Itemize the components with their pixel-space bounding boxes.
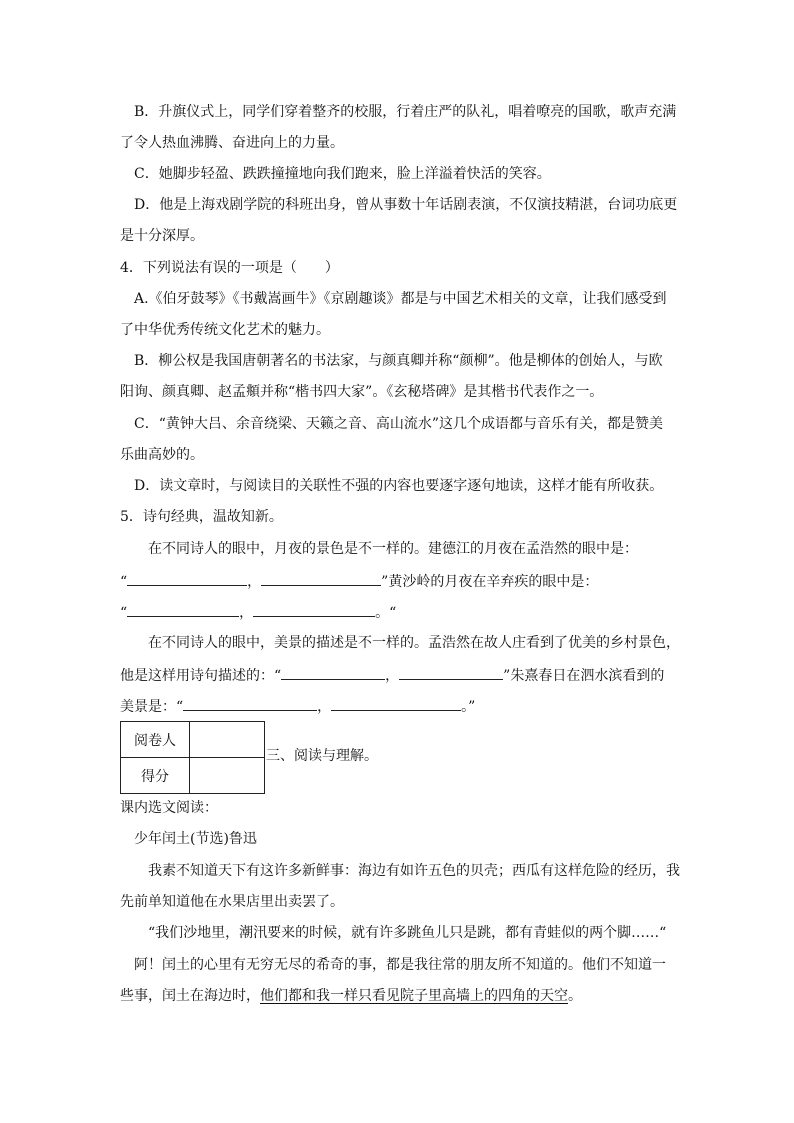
reading-para3-line1: 阿！闰土的心里有无穷无尽的希奇的事，都是我往常的朋友所不知道的。他们不知道一 (134, 957, 666, 973)
reading-para1-line2: 先前单知道他在水果店里出卖罢了。 (120, 894, 344, 910)
underlined-sentence: 他们都和我一样只看见院子里高墙上的四角的天空 (260, 988, 568, 1004)
q4-stem: 4．下列说法有误的一项是（ ） (120, 260, 339, 276)
q3-option-b-line2: 了令人热血沸腾、奋进向上的力量。 (120, 135, 344, 151)
q5-para2-line3: 美景是：“ ， 。” (120, 695, 475, 715)
answer-blank-8[interactable] (331, 695, 461, 711)
q4-option-a-line2: 了中华优秀传统文化艺术的魅力。 (120, 322, 330, 338)
q5-para1-line3: “ ， 。“ (120, 601, 396, 621)
answer-blank-3[interactable] (127, 601, 239, 617)
q4-option-b-line2: 阳询、颜真卿、赵孟頫并称“楷书四大家”。《玄秘塔碑》是其楷书代表作之一。 (120, 384, 604, 400)
answer-blank-1[interactable] (127, 570, 247, 586)
reading-para2-line1: “我们沙地里，潮汛要来的时候，就有许多跳鱼儿只是跳，都有青蛙似的两个脚……“ (148, 925, 667, 941)
answer-blank-7[interactable] (183, 695, 317, 711)
reading-intro: 课内选文阅读： (120, 800, 218, 816)
q5-para1-line2: “ ， ”黄沙岭的月夜在辛弃疾的眼中是： (120, 570, 598, 590)
q4-option-a-line1: A.《伯牙鼓琴》《书戴嵩画牛》《京剧趣谈》都是与中国艺术相关的文章，让我们感受到 (134, 291, 667, 307)
q3-option-c: C．她脚步轻盈、跌跌撞撞地向我们跑来，脸上洋溢着快活的笑容。 (134, 166, 551, 182)
q5-para2-line1: 在不同诗人的眼中，美景的描述是不一样的。孟浩然在故人庄看到了优美的乡村景色， (148, 635, 680, 651)
score-label: 得分 (121, 758, 190, 794)
q5-stem: 5．诗句经典，温故知新。 (120, 509, 283, 525)
answer-blank-2[interactable] (261, 570, 381, 586)
grader-cell[interactable] (190, 722, 265, 758)
score-table (120, 721, 265, 794)
answer-blank-6[interactable] (399, 664, 503, 680)
reading-title: 少年闰土(节选)鲁迅 (134, 831, 257, 847)
q4-option-d: D．读文章时，与阅读目的关联性不强的内容也要逐字逐句地读，这样才能有所收获。 (134, 478, 664, 494)
q3-option-d-line2: 是十分深厚。 (120, 228, 204, 244)
section-3-title: 三、阅读与理解。 (266, 748, 378, 764)
reading-para1-line1: 我素不知道天下有这许多新鲜事：海边有如许五色的贝壳；西瓜有这样危险的经历，我 (148, 863, 680, 879)
q5-para1-line1: 在不同诗人的眼中，月夜的景色是不一样的。建德江的月夜在孟浩然的眼中是： (148, 541, 638, 557)
q4-option-c-line1: C．“黄钟大吕、余音绕梁、天籁之音、高山流水”这几个成语都与音乐有关，都是赞美 (134, 416, 664, 432)
q4-option-b-line1: B．柳公权是我国唐朝著名的书法家，与颜真卿并称“颜柳”。他是柳体的创始人，与欧 (134, 353, 663, 369)
q3-option-d-line1: D．他是上海戏剧学院的科班出身，曾从事数十年话剧表演，不仅演技精湛，台词功底更 (134, 197, 678, 213)
q4-option-c-line2: 乐曲高妙的。 (120, 447, 204, 463)
answer-blank-4[interactable] (253, 601, 375, 617)
q5-para2-line2: 他是这样用诗句描述的：“ ， ”朱熹春日在泗水滨看到的 (120, 664, 664, 684)
q3-option-b-line1: B．升旗仪式上，同学们穿着整齐的校服，行着庄严的队礼，唱着嘹亮的国歌，歌声充满 (134, 104, 677, 120)
score-cell[interactable] (190, 758, 265, 794)
answer-blank-5[interactable] (281, 664, 385, 680)
grader-label: 阅卷人 (121, 722, 190, 758)
reading-para3-line2: 些事，闰土在海边时，他们都和我一样只看见院子里高墙上的四角的天空。 (120, 988, 582, 1004)
